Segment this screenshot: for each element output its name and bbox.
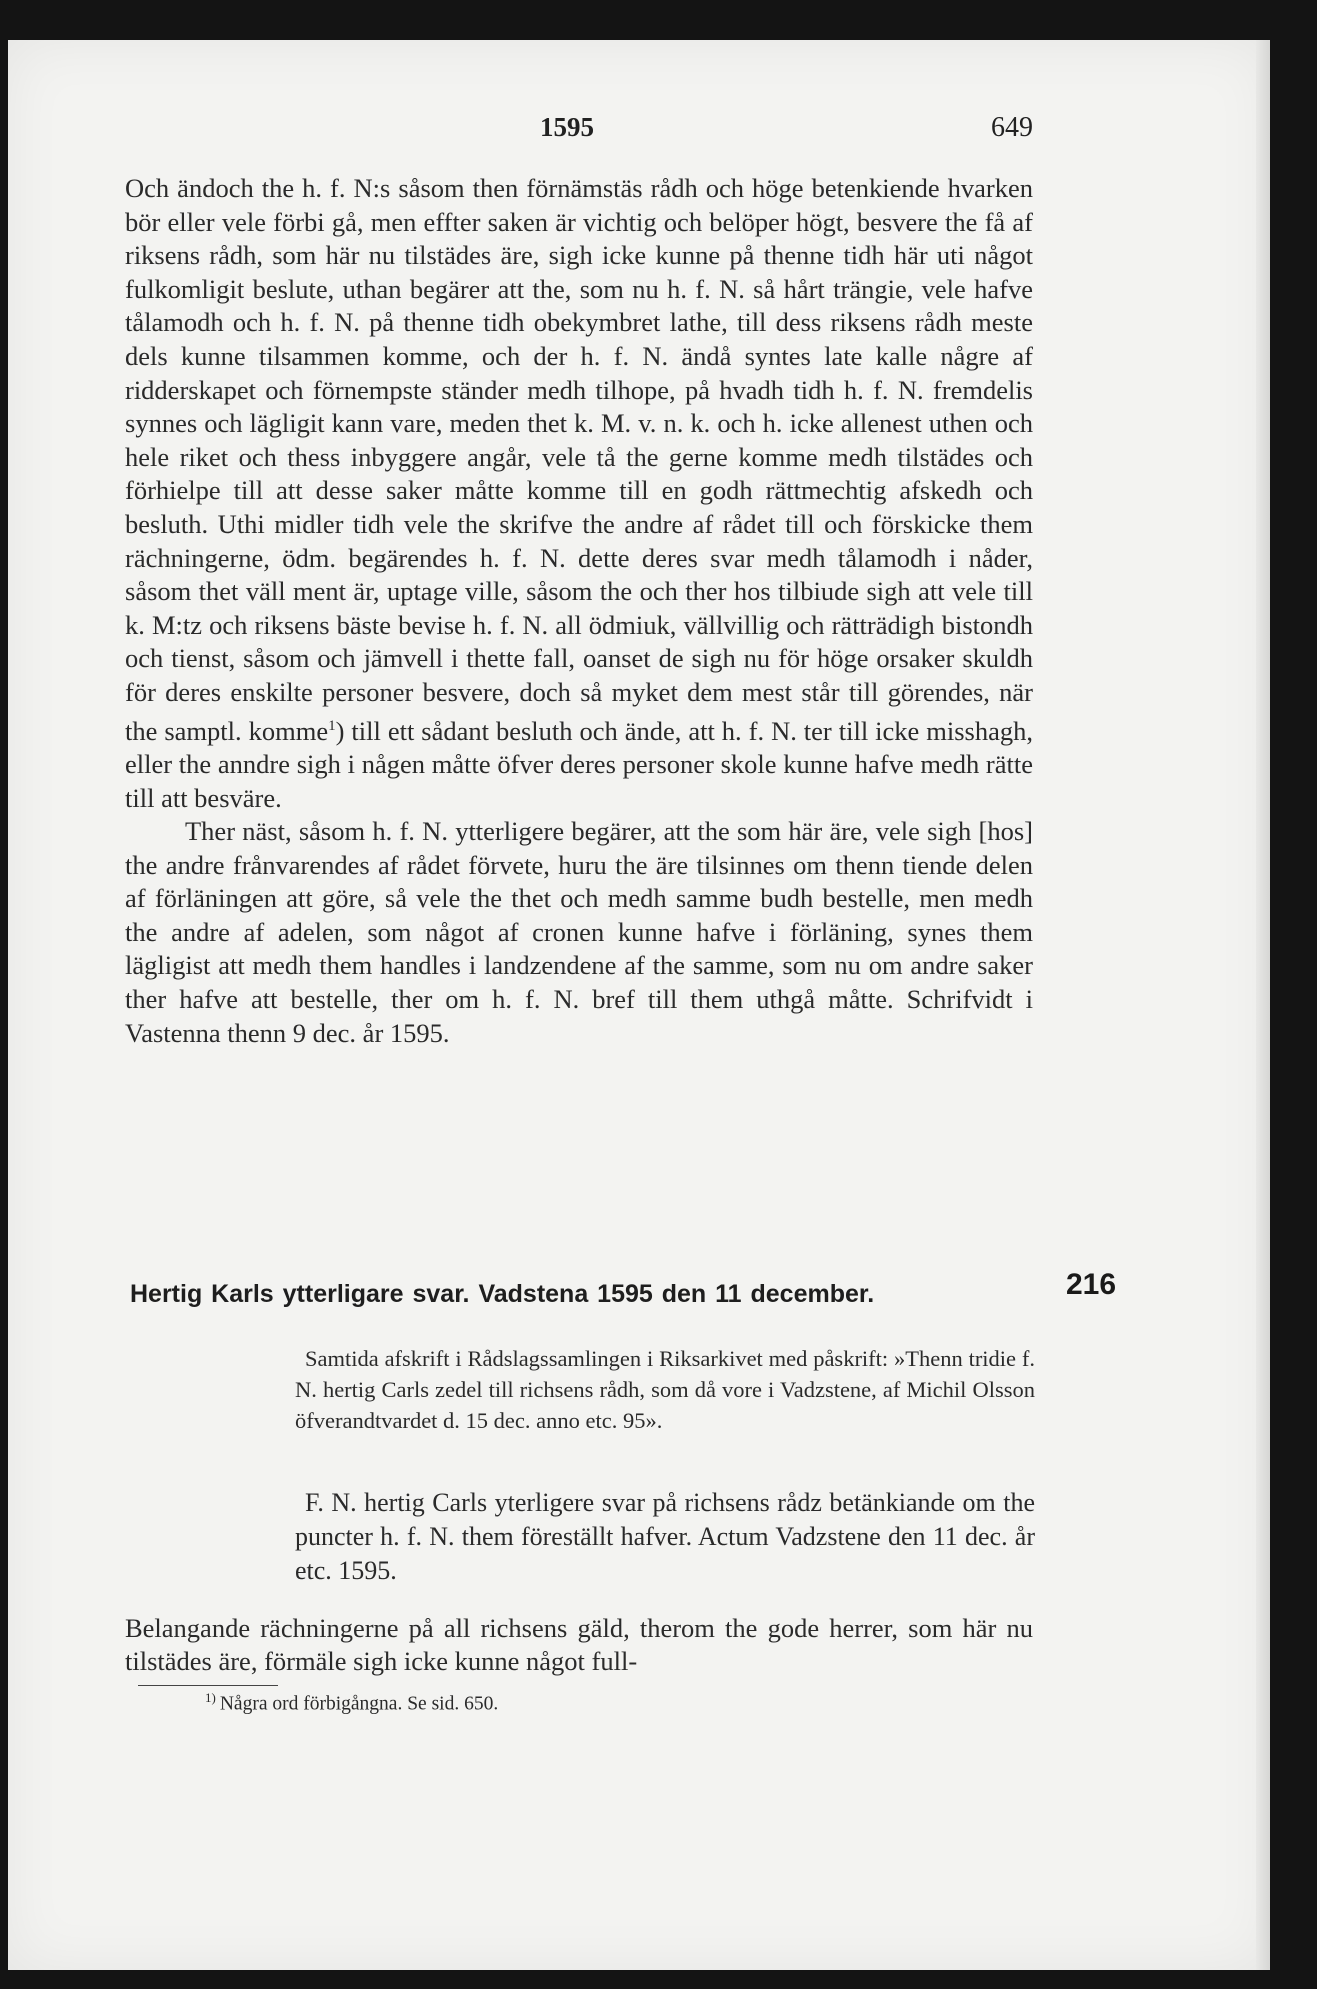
footnote [205, 1690, 498, 1716]
running-head [125, 112, 1033, 152]
page-edge [1256, 40, 1270, 1970]
main-text [125, 172, 1033, 1050]
paragraph-1-text: Och ändoch the h. f. N:s såsom then förnämstäs rådh och höge betenkiende hvarken bör eller vele förbi gå, men effter saken är vichtig och belöper högt, besvere the få af riksens rådh, som här nu tilstädes äre, sigh icke kunne på thenne tidh här uti något fulkomligit beslute, uthan begärer att the, som nu h. f. N. så hårt trängie, vele hafve tålamodh och h. f. N. på thenne tidh obekymbret lathe, till dess riksens rådh meste dels kunne tilsammen komme, och der h. f. N. ändå syntes late kalle någre af ridderskapet och förnempste ständer medh tilhope, på hvadh tidh h. f. N. fremdelis synnes och lägligit kann vare, meden thet k. M. v. n. k. och h. icke allenest uthen och hele riket och thess inbyggere angår, vele tå the gerne komme medh tilstädes och förhielpe till att desse saker måtte komme till en godh rättmechtig afskedh och besluth. Uthi midler tidh vele the skrifve the andre af rådet till och förskicke them rächningerne, ödm. begärendes h. f. N. dette deres svar medh tålamodh i nåder, såsom thet väll ment är, uptage ville, såsom the och ther hos tilbiude sigh att vele till k. M:tz och riksens bäste bevise h. f. N. all ödmiuk, vällvillig och rätträdigh bistondh och tienst, såsom och jämvell i thette fall, oanset de sigh nu för höge orsaker skuldh för deres enskilte personer besvere, doch så myket dem mest står till görendes, när the samptl. komme [125, 173, 1033, 746]
running-head-year: 1595 [540, 112, 594, 142]
document-intro: F. N. hertig Carls yterligere svar på richsens rådz betänkiande om the puncter h. f. N. them föreställt hafver. Actum Vadzstene den 11 dec. år etc. 1595. [295, 1488, 1035, 1585]
document-body: Belangande rächningerne på all richsens gäld, therom the gode herrer, som här nu tilstädes äre, förmäle sigh icke kunne något full- [125, 1613, 1033, 1676]
document-heading: Hertig Karls ytterligare svar. Vadstena 1595 den 11 december. [130, 1280, 875, 1308]
paragraph-1 [125, 172, 1033, 815]
paragraph-2: Ther näst, såsom h. f. N. ytterligere begärer, att the som här äre, vele sigh [hos] the andre frånvarendes af rådet förvete, huru the äre tilsinnes om thenn tiende delen af förläningen att göre, så vele the thet och medh samme budh bestelle, men medh the andre af adelen, som något af cronen kunne hafve i förläning, synes them lägligist att medh them handles i landzendene af the samme, som nu om andre saker ther hafve att bestelle, ther om h. f. N. bref till them uthgå måtte. Schrifvidt i Vastenna thenn 9 dec. år 1595. [125, 816, 1033, 1048]
document-number: 216 [1066, 1268, 1117, 1301]
footnote-mark: 1) [205, 1690, 216, 1705]
footnote-rule [138, 1685, 278, 1686]
source-note: Samtida afskrift i Rådslagssamlingen i Riksarkivet med påskrift: »Thenn tridie f. N. hertig Carls zedel till richsens rådh, som då vore i Vadzstene, af Michil Olsson öfverandtvardet d. 15 dec. anno etc. 95». [295, 1346, 1035, 1433]
page-number: 649 [991, 112, 1033, 143]
footnote-reference: 1 [328, 717, 336, 734]
paragraph-1-end: ) till ett sådant besluth och ände, att h. f. N. ter till icke misshagh, eller the anndre sigh i någen måtte öfver deres personer skole kunne hafve medh rätte till att besväre. [125, 715, 1033, 813]
footnote-text: Några ord förbigångna. Se sid. 650. [219, 1693, 499, 1715]
